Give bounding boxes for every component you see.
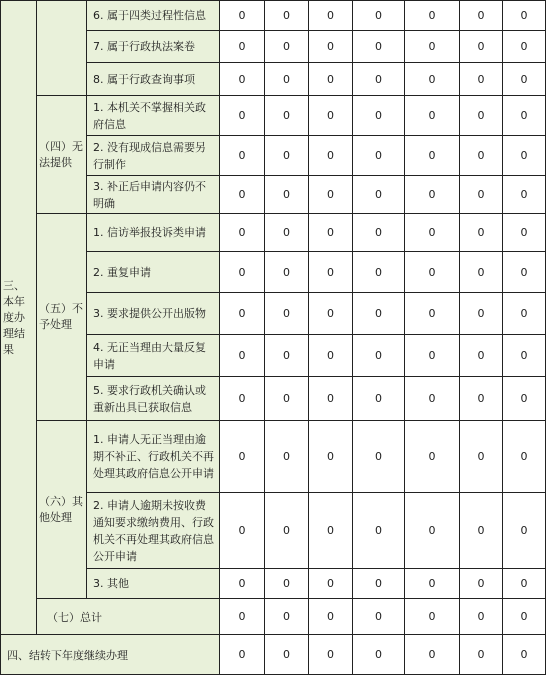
value-cell: 0 [353, 599, 405, 635]
total-label: （七）总计 [37, 599, 220, 635]
value-cell: 0 [405, 599, 460, 635]
value-cell: 0 [353, 176, 405, 214]
value-cell: 0 [353, 96, 405, 136]
value-cell: 0 [503, 96, 546, 136]
value-cell: 0 [405, 635, 460, 675]
value-cell: 0 [220, 335, 265, 377]
value-cell: 0 [405, 335, 460, 377]
value-cell: 0 [220, 96, 265, 136]
value-cell: 0 [405, 63, 460, 96]
value-cell: 0 [353, 252, 405, 293]
value-cell: 0 [265, 252, 309, 293]
value-cell: 0 [405, 136, 460, 176]
value-cell: 0 [220, 63, 265, 96]
item-label: 1. 申请人无正当理由逾期不补正、行政机关不再处理其政府信息公开申请 [87, 421, 220, 493]
value-cell: 0 [503, 377, 546, 421]
item-label: 4. 无正当理由大量反复申请 [87, 335, 220, 377]
value-cell: 0 [309, 1, 353, 31]
item-label: 5. 要求行政机关确认或重新出具已获取信息 [87, 377, 220, 421]
value-cell: 0 [309, 96, 353, 136]
value-cell: 0 [220, 635, 265, 675]
value-cell: 0 [265, 63, 309, 96]
item-label: 1. 本机关不掌握相关政府信息 [87, 96, 220, 136]
value-cell: 0 [309, 569, 353, 599]
item-label: 3. 其他 [87, 569, 220, 599]
value-cell: 0 [220, 421, 265, 493]
value-cell: 0 [309, 599, 353, 635]
item-label: 8. 属于行政查询事项 [87, 63, 220, 96]
value-cell: 0 [265, 599, 309, 635]
value-cell: 0 [309, 377, 353, 421]
value-cell: 0 [309, 214, 353, 252]
value-cell: 0 [405, 1, 460, 31]
item-label: 7. 属于行政执法案卷 [87, 31, 220, 63]
value-cell: 0 [353, 377, 405, 421]
value-cell: 0 [405, 293, 460, 335]
value-cell: 0 [265, 569, 309, 599]
value-cell: 0 [353, 63, 405, 96]
value-cell: 0 [220, 31, 265, 63]
value-cell: 0 [460, 1, 503, 31]
table-row [1, 214, 546, 252]
value-cell: 0 [265, 335, 309, 377]
value-cell: 0 [353, 421, 405, 493]
value-cell: 0 [460, 335, 503, 377]
value-cell: 0 [265, 293, 309, 335]
value-cell: 0 [220, 293, 265, 335]
value-cell: 0 [460, 214, 503, 252]
value-cell: 0 [309, 293, 353, 335]
value-cell: 0 [405, 214, 460, 252]
value-cell: 0 [460, 63, 503, 96]
value-cell: 0 [460, 493, 503, 569]
value-cell: 0 [220, 214, 265, 252]
item-label: 2. 申请人逾期未按收费通知要求缴纳费用、行政机关不再处理其政府信息公开申请 [87, 493, 220, 569]
section3-label: 三、本年度办理结果 [1, 1, 37, 635]
value-cell: 0 [309, 136, 353, 176]
value-cell: 0 [265, 421, 309, 493]
value-cell: 0 [503, 31, 546, 63]
value-cell: 0 [405, 31, 460, 63]
item-label: 1. 信访举报投诉类申请 [87, 214, 220, 252]
table-row [1, 96, 546, 136]
value-cell: 0 [503, 569, 546, 599]
total-row [1, 599, 546, 635]
value-cell: 0 [265, 176, 309, 214]
item-label: 3. 补正后申请内容仍不明确 [87, 176, 220, 214]
value-cell: 0 [353, 31, 405, 63]
value-cell: 0 [353, 214, 405, 252]
value-cell: 0 [353, 1, 405, 31]
value-cell: 0 [503, 293, 546, 335]
value-cell: 0 [405, 377, 460, 421]
value-cell: 0 [460, 176, 503, 214]
group-label [37, 1, 87, 96]
value-cell: 0 [503, 421, 546, 493]
value-cell: 0 [353, 493, 405, 569]
value-cell: 0 [405, 493, 460, 569]
value-cell: 0 [460, 569, 503, 599]
value-cell: 0 [405, 96, 460, 136]
item-label: 3. 要求提供公开出版物 [87, 293, 220, 335]
value-cell: 0 [353, 635, 405, 675]
value-cell: 0 [503, 1, 546, 31]
value-cell: 0 [265, 31, 309, 63]
value-cell: 0 [460, 635, 503, 675]
value-cell: 0 [220, 599, 265, 635]
table-row [1, 1, 546, 31]
carryover-row [1, 635, 546, 675]
value-cell: 0 [503, 252, 546, 293]
value-cell: 0 [265, 493, 309, 569]
value-cell: 0 [460, 599, 503, 635]
value-cell: 0 [220, 493, 265, 569]
value-cell: 0 [405, 421, 460, 493]
value-cell: 0 [309, 252, 353, 293]
value-cell: 0 [503, 63, 546, 96]
value-cell: 0 [503, 136, 546, 176]
group-label: （六）其他处理 [37, 421, 87, 599]
item-label: 2. 重复申请 [87, 252, 220, 293]
value-cell: 0 [220, 377, 265, 421]
value-cell: 0 [309, 421, 353, 493]
value-cell: 0 [460, 96, 503, 136]
value-cell: 0 [309, 176, 353, 214]
value-cell: 0 [503, 176, 546, 214]
value-cell: 0 [503, 599, 546, 635]
value-cell: 0 [220, 1, 265, 31]
table-row [1, 421, 546, 493]
value-cell: 0 [220, 569, 265, 599]
value-cell: 0 [220, 136, 265, 176]
value-cell: 0 [405, 569, 460, 599]
value-cell: 0 [309, 635, 353, 675]
value-cell: 0 [353, 136, 405, 176]
value-cell: 0 [265, 635, 309, 675]
value-cell: 0 [265, 1, 309, 31]
value-cell: 0 [503, 635, 546, 675]
value-cell: 0 [405, 252, 460, 293]
value-cell: 0 [460, 252, 503, 293]
group-label: （五）不予处理 [37, 214, 87, 421]
value-cell: 0 [220, 176, 265, 214]
value-cell: 0 [460, 31, 503, 63]
value-cell: 0 [353, 569, 405, 599]
value-cell: 0 [353, 335, 405, 377]
value-cell: 0 [309, 63, 353, 96]
value-cell: 0 [353, 293, 405, 335]
value-cell: 0 [309, 335, 353, 377]
value-cell: 0 [309, 31, 353, 63]
value-cell: 0 [265, 136, 309, 176]
value-cell: 0 [405, 176, 460, 214]
value-cell: 0 [220, 252, 265, 293]
value-cell: 0 [265, 377, 309, 421]
value-cell: 0 [503, 335, 546, 377]
value-cell: 0 [309, 493, 353, 569]
value-cell: 0 [265, 96, 309, 136]
group-label: （四）无法提供 [37, 96, 87, 214]
value-cell: 0 [265, 214, 309, 252]
value-cell: 0 [503, 214, 546, 252]
value-cell: 0 [460, 377, 503, 421]
item-label: 6. 属于四类过程性信息 [87, 1, 220, 31]
item-label: 2. 没有现成信息需要另行制作 [87, 136, 220, 176]
value-cell: 0 [503, 493, 546, 569]
section4-label: 四、结转下年度继续办理 [1, 635, 220, 675]
value-cell: 0 [460, 293, 503, 335]
value-cell: 0 [460, 421, 503, 493]
value-cell: 0 [460, 136, 503, 176]
